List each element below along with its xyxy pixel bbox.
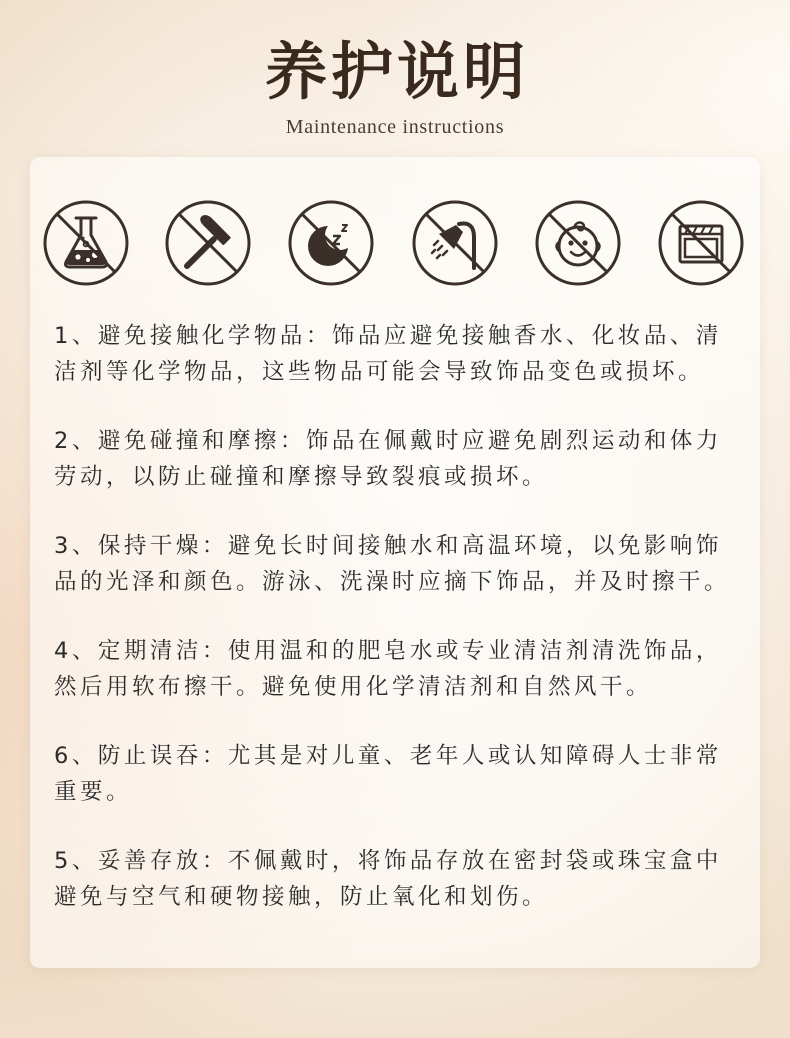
instruction-line: 3、保持干燥：避免长时间接触水和高温环境，以免影响饰: [54, 533, 722, 559]
keep-from-children-baby-icon: [534, 199, 622, 287]
instruction-line: 品的光泽和颜色。游泳、洗澡时应摘下饰品，并及时擦干。: [54, 569, 731, 595]
no-oven-heat-icon: [657, 199, 745, 287]
instruction-line: 2、避免碰撞和摩擦：饰品在佩戴时应避免剧烈运动和体力: [54, 428, 722, 454]
instruction-item: [54, 423, 744, 495]
instruction-line: 4、定期清洁：使用温和的肥皂水或专业清洁剂清洗饰品，: [54, 638, 722, 664]
instruction-item: [54, 738, 744, 810]
no-sleep-moon-icon: [287, 199, 375, 287]
instruction-line: 5、妥善存放：不佩戴时，将饰品存放在密封袋或珠宝盒中: [54, 848, 722, 874]
instruction-line: 避免与空气和硬物接触，防止氧化和划伤。: [54, 884, 549, 910]
instruction-item: [54, 528, 744, 600]
instruction-line: 重要。: [54, 779, 133, 805]
instruction-item: [54, 318, 744, 390]
page-title: 养护说明: [264, 35, 529, 108]
instruction-line: 1、避免接触化学物品：饰品应避免接触香水、化妆品、清: [54, 323, 722, 349]
instructions-card: [30, 157, 760, 968]
instruction-line: 然后用软布擦干。避免使用化学清洁剂和自然风干。: [54, 674, 653, 700]
instruction-item: [54, 843, 744, 915]
no-chemicals-flask-icon: [42, 199, 130, 287]
instruction-line: 洁剂等化学物品，这些物品可能会导致饰品变色或损坏。: [54, 359, 705, 385]
instruction-line: 6、防止误吞：尤其是对儿童、老年人或认知障碍人士非常: [54, 743, 722, 769]
instruction-line: 劳动，以防止碰撞和摩擦导致裂痕或损坏。: [54, 464, 549, 490]
instruction-item: [54, 633, 744, 705]
no-shower-icon: [411, 199, 499, 287]
page-subtitle: Maintenance instructions: [285, 116, 505, 138]
no-impact-hammer-icon: [164, 199, 252, 287]
instructions-list: [54, 318, 744, 948]
